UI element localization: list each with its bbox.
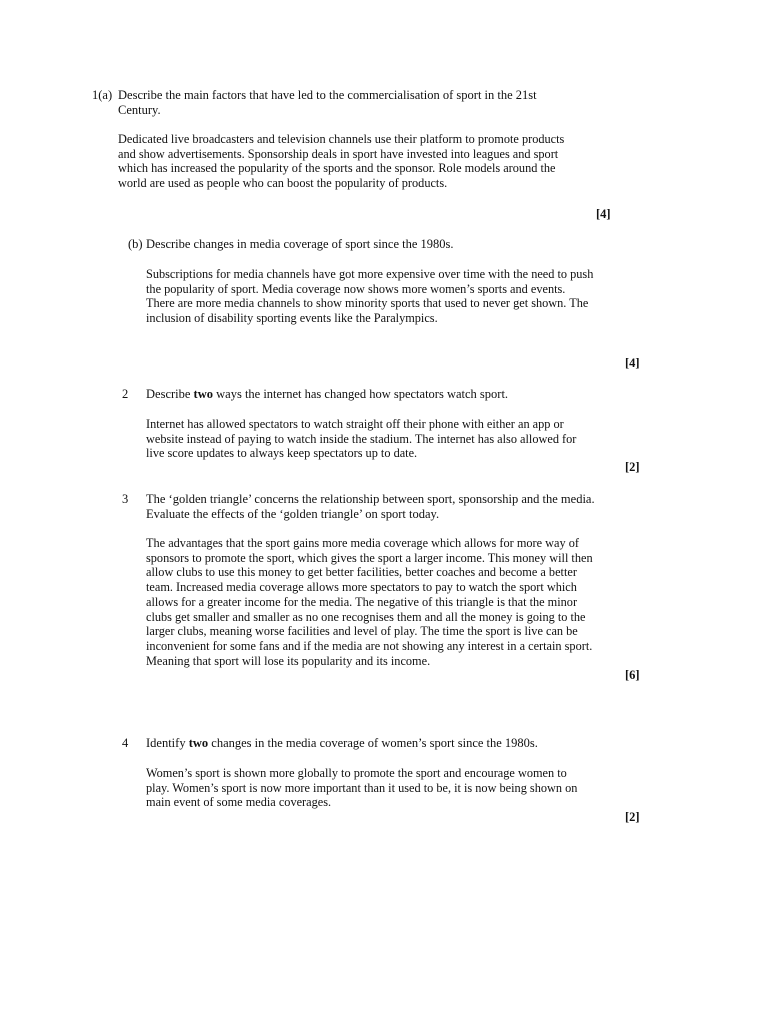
q2-marks: [2] [625, 460, 640, 474]
q1b-answer: Subscriptions for media channels have got more expensive over time with the need to push the popularity of sport. Media coverage now shows more women’s sports and events. There are more media channels to show minority sports that used to never get shown. The inclusion of disability sporting events like the Paralympics. [146, 267, 594, 326]
q3-number: 3 [122, 492, 129, 506]
q4-marks: [2] [625, 810, 640, 824]
q2-number: 2 [122, 387, 129, 401]
q1a-answer: Dedicated live broadcasters and television channels use their platform to promote products and show advertisements. Sponsorship deals in sport have invested into leagues and sport which has increased the popularity of the sports and the sponsor. Role models around the world are used as people who can boost the popularity of products. [118, 132, 565, 191]
q1a-question-line2: Century. [118, 102, 161, 117]
q2-question-post: ways the internet has changed how spectators watch sport. [213, 387, 509, 401]
q2-question [146, 387, 508, 402]
q1a-number: 1(a) [92, 88, 113, 102]
q2-question-pre: Describe [146, 387, 194, 401]
q1a-question-line1: Describe the main factors that have led to the commercialisation of sport in the 21st [118, 88, 537, 102]
q4-question-post: changes in the media coverage of women’s sport since the 1980s. [208, 736, 538, 750]
q4-question-pre: Identify [146, 736, 189, 750]
q2-question-bold: two [193, 387, 213, 401]
q4-number: 4 [122, 736, 129, 750]
q1a-marks: [4] [596, 207, 611, 221]
q3-question-line2: Evaluate the effects of the ‘golden triangle’ on sport today. [146, 506, 440, 521]
q4-answer: Women’s sport is shown more globally to promote the sport and encourage women to play. Women’s sport is now more important than it used to be, it is now being shown on main event of some media coverages. [146, 766, 578, 810]
q4-question-bold: two [188, 736, 209, 750]
q3-question-line1: The ‘golden triangle’ concerns the relationship between sport, sponsorship and the media. [146, 492, 595, 506]
q1b-marks: [4] [625, 356, 640, 370]
q3-question [146, 492, 595, 522]
q4-question [146, 736, 538, 751]
q3-answer: The advantages that the sport gains more media coverage which allows for more way of sponsors to promote the sport, which gives the sport a larger income. This money will then allow clubs to use this money to get better facilities, better coaches and become a better team. Increased media coverage allows more spectators to pay to watch the sport which allows for a greater income for the media. The negative of this triangle is that the minor clubs get smaller and smaller as no one recognises them and all the money is going to the larger clubs, meaning worse facilities and level of play. The time the sport is live can be inconvenient for some fans and if the media are not showing any interest in a certain sport. Meaning that sport will lose its popularity and its income. [146, 536, 593, 668]
q2-answer: Internet has allowed spectators to watch straight off their phone with either an app or website instead of paying to watch inside the stadium. The internet has also allowed for live score updates to always keep spectators up to date. [146, 417, 577, 461]
q1b-number: (b) [128, 237, 143, 251]
q1b-question: Describe changes in media coverage of sport since the 1980s. [146, 237, 454, 251]
q1a-question [118, 88, 537, 118]
q3-marks: [6] [625, 668, 640, 682]
